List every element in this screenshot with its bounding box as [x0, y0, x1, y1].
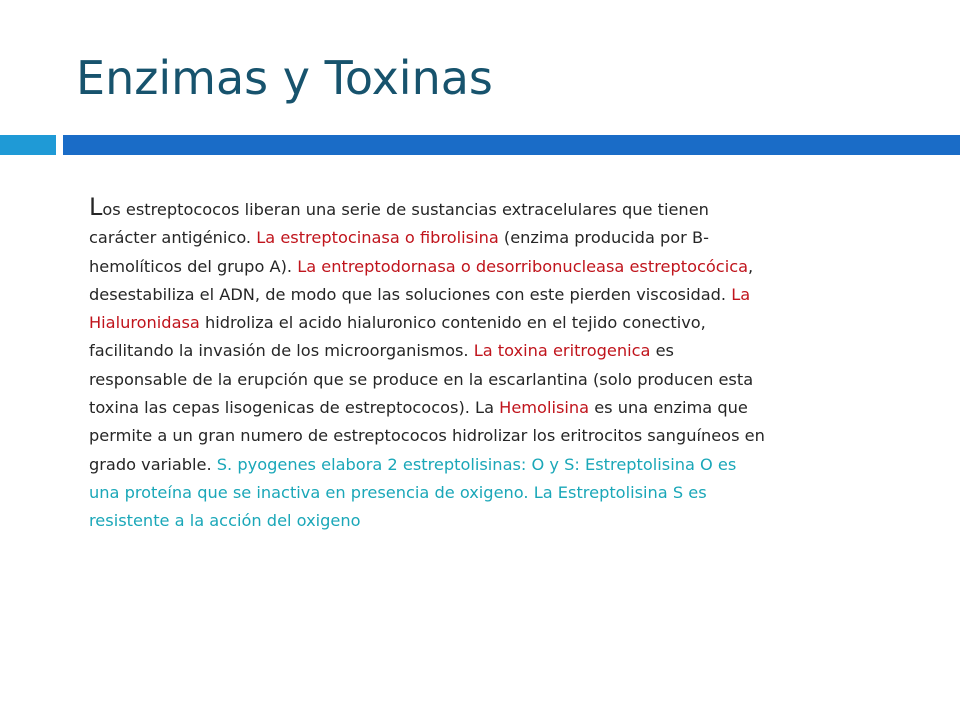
slide-title: Enzimas y Toxinas	[76, 51, 493, 105]
text-segment-estreptolisinas: S. pyogenes elabora 2 estreptolisinas: O y S: Estreptolisina O es una proteína que se inactiva en presencia de oxigeno. La Estreptolisina S es resistente a la acción del oxigeno	[89, 454, 737, 531]
text-segment-toxina-eritrogenica: La toxina eritrogenica	[473, 341, 651, 361]
text-segment-adn-desc: , desestabiliza el ADN, de modo que las soluciones con este pierden viscosidad.	[89, 256, 754, 304]
text-segment-entreptodornasa: La entreptodornasa o desorribonucleasa estreptocócica	[297, 256, 749, 276]
text-segment-estreptocinasa: La estreptocinasa o fibrolisina	[256, 228, 499, 248]
text-segment-hemolisina-desc: es una enzima que permite a un gran numero de estreptococos hidrolizar los eritrocitos sanguíneos en grado variable.	[89, 398, 765, 474]
text-segment-hemolisina: Hemolisina	[499, 398, 590, 418]
text-segment-hialuronidasa-desc: hidroliza el acido hialuronico contenido en el tejido conectivo, facilitando la invasión de los microorganismos.	[89, 313, 706, 361]
drop-cap-letter: L	[89, 193, 103, 221]
accent-bar-right	[63, 135, 960, 155]
accent-bar-left	[0, 135, 56, 155]
text-segment-enzima-desc: (enzima producida por B-hemolíticos del grupo A).	[89, 228, 709, 276]
text-segment-escarlatina-desc: es responsable de la erupción que se produce en la escarlantina (solo producen esta toxina las cepas lisogenicas de estreptococos). La	[89, 341, 754, 418]
text-segment-intro: os estreptococos liberan una serie de sustancias extracelulares que tienen carácter antigénico.	[89, 200, 709, 248]
text-segment-hialuronidasa: La Hialuronidasa	[89, 284, 751, 333]
body-paragraph	[89, 193, 769, 536]
